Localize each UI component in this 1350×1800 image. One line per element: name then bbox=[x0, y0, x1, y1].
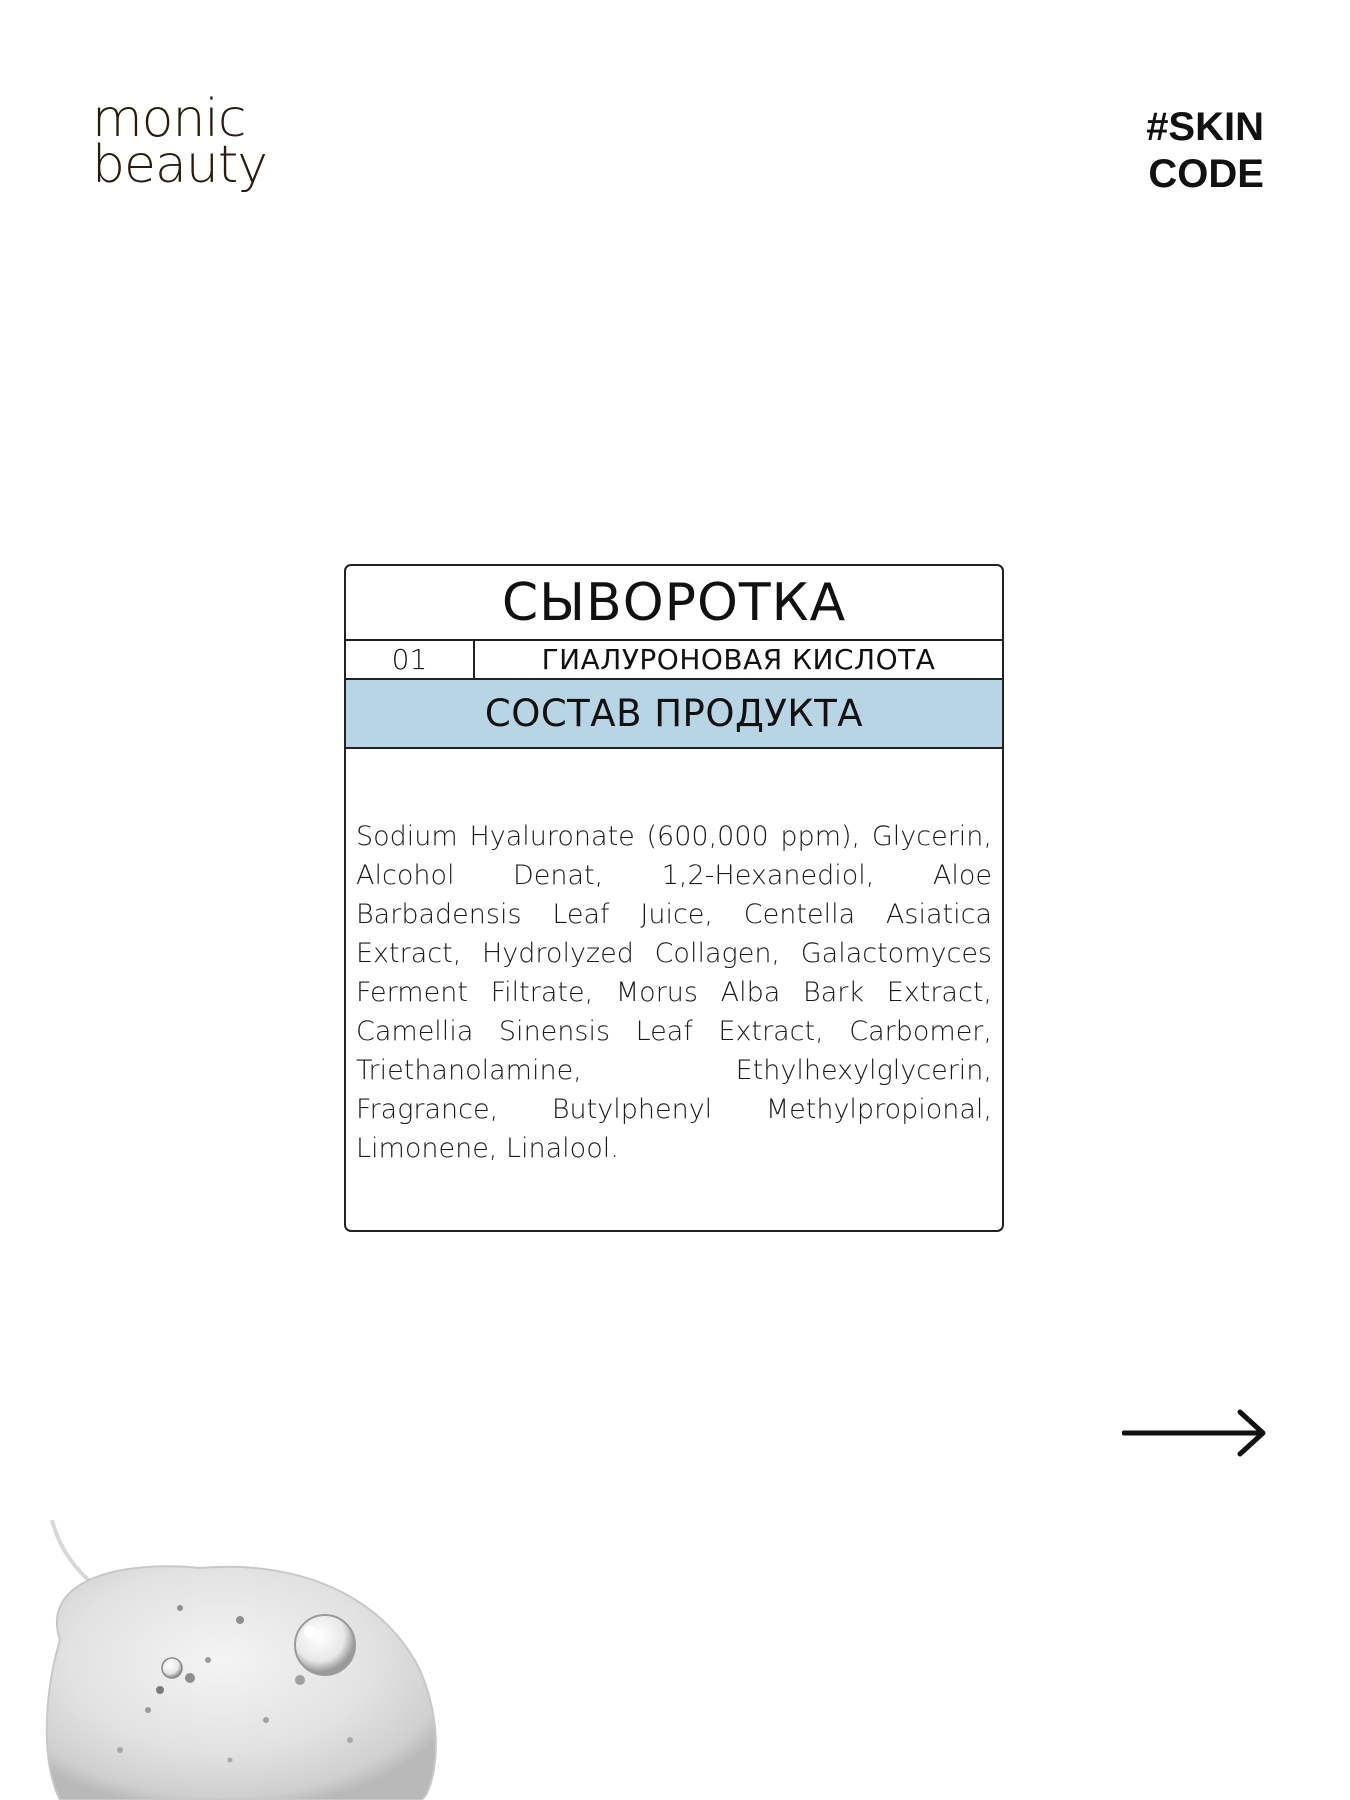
product-subtitle: ГИАЛУРОНОВАЯ КИСЛОТА bbox=[541, 643, 936, 676]
ingredients-text: Sodium Hyaluronate (600,000 ppm), Glycerin, Alcohol Denat, 1,2-Hexanediol, Aloe Barbadensis Leaf Juice, Centella Asiatica Extract, Hydrolyzed Collagen, Galactomyces Ferment Filtrate, Morus Alba Bark Extract, Camellia Sinensis Leaf Extract, Carbomer, Triethanolamine, Ethylhexylglycerin, Fragrance, Butylphenyl Methylpropional, Limonene, Linalool. bbox=[356, 821, 992, 1164]
logo-line-monic: monic bbox=[92, 89, 246, 149]
tagline-line1: #SKIN bbox=[1146, 105, 1264, 149]
product-number: 01 bbox=[346, 641, 475, 678]
product-title: СЫВОРОТКА bbox=[346, 566, 1002, 641]
brand-logo bbox=[92, 89, 267, 195]
product-info-row bbox=[346, 641, 1002, 680]
product-card bbox=[344, 564, 1004, 1232]
arrow-right-icon[interactable] bbox=[1122, 1408, 1268, 1458]
skin-code-tag bbox=[1146, 104, 1264, 198]
serum-drop-image bbox=[0, 1520, 480, 1800]
section-heading: СОСТАВ ПРОДУКТА bbox=[346, 680, 1002, 749]
tagline-line2: CODE bbox=[1148, 152, 1264, 196]
logo-line-beauty: beauty bbox=[92, 135, 267, 195]
